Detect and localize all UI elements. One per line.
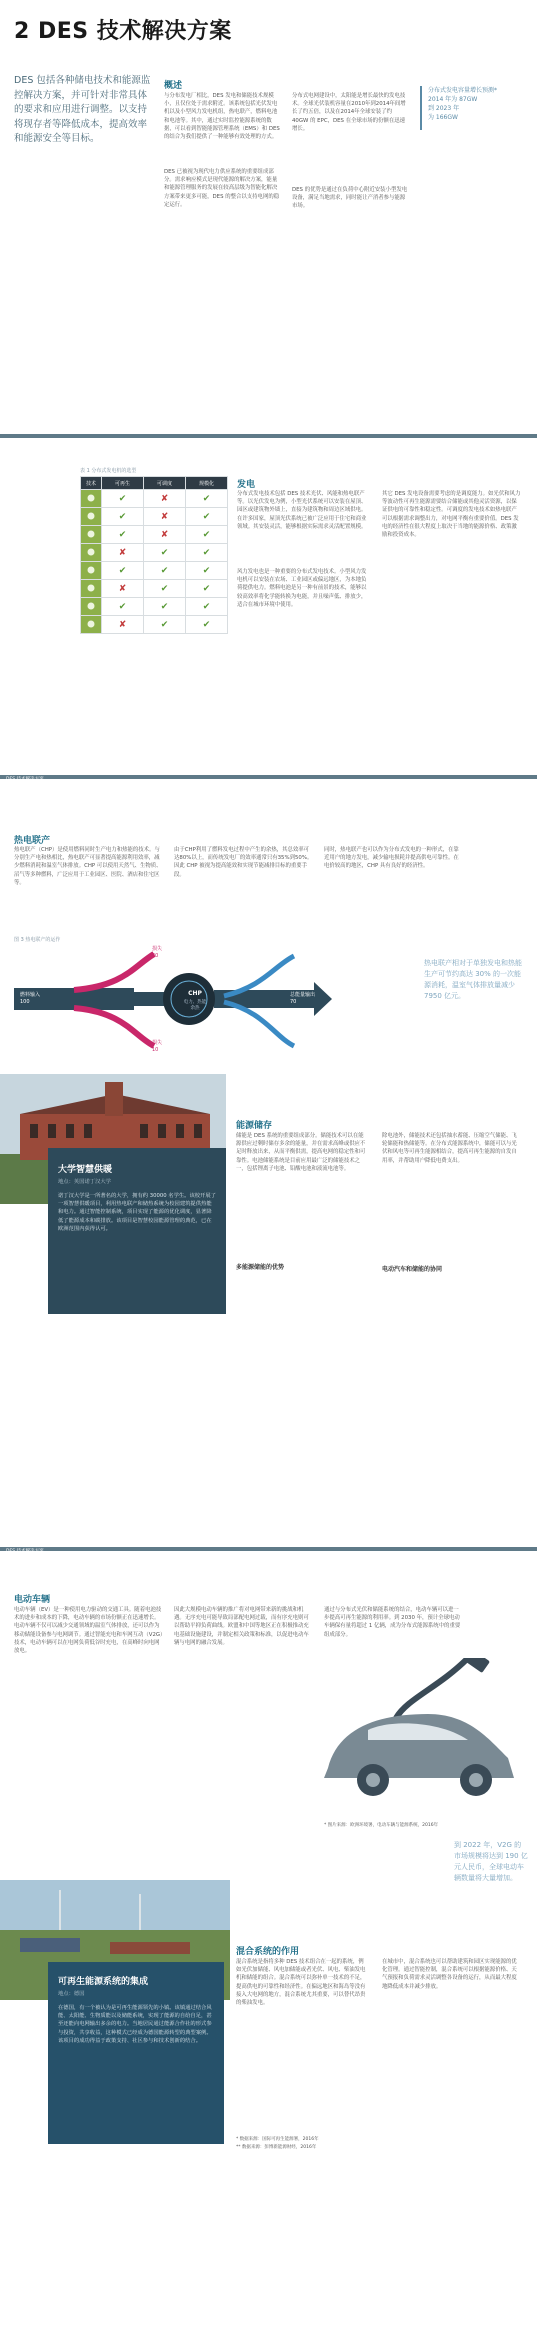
loss-flow: [74, 954, 154, 990]
hybrid-col2: 在城市中，混合系统也可以帮助建筑和园区实现能源的优化管理。通过智能控制，混合系统可以根据能源价格、天气预报和负荷需求灵活调整各设备的运行，从而最大程度地降低成本并减少排放。: [382, 1959, 517, 1990]
house-roof: [110, 1942, 190, 1954]
case-study-panel-2: [48, 1962, 224, 2144]
case-study-text: 诺丁汉大学是一所著名的大学，拥有约 30000 名学生。该校开展了一项智慧供暖项目，利用热电联产和储热系统为校园建筑提供热能和电力。通过智能控制系统，项目实现了能源的优化调度，显著降低了能源成本和碳排放。该项目是智慧校园能源管理的典范，已在欧洲范围内获得认可。: [58, 1193, 216, 1232]
technology-icon: [81, 526, 102, 544]
loss1-label: 损失 20: [152, 946, 163, 959]
table-cell: ✔: [186, 508, 228, 526]
case-study-2-location: 地点：德国: [58, 1991, 85, 1997]
technology-icon: [81, 580, 102, 598]
running-head: DES 技术解决方案: [6, 777, 44, 782]
table-cell: ✔: [144, 598, 186, 616]
table-row: [81, 490, 228, 508]
generation-title: 发电: [237, 480, 256, 490]
table-header-cell: 规模化: [186, 477, 228, 490]
generator-table: [80, 476, 228, 634]
table-cell: ✔: [186, 580, 228, 598]
storage-title: 能源储存: [236, 1121, 273, 1131]
input-label: 燃料输入 100: [20, 992, 41, 1005]
table-cell: ✘: [144, 490, 186, 508]
table-cell: ✔: [144, 616, 186, 634]
chp-col3: 同时，热电联产也可以作为分布式发电的一种形式，在靠近用户的地方发电，减少输电损耗并提高供电可靠性。在电价较高的地区，CHP 具有良好的经济性。: [324, 847, 459, 870]
technology-icon: [81, 562, 102, 580]
loss-flow: [74, 1008, 154, 1046]
overview-col3: 分布式电网建设中，太阳能是增长最快的发电技术。全球光伏装机容量在2010年到2014年间增长了约五倍，以及在2014年全球安装了约 40GW 的 EPC，DES 在全球市场的份额在迅速增长。: [292, 93, 406, 132]
technology-icon: [81, 508, 102, 526]
ev-title: 电动车辆: [14, 1595, 51, 1605]
table-cell: ✔: [102, 598, 144, 616]
ev-car-illustration: [318, 1658, 528, 1808]
table-cell: ✔: [102, 490, 144, 508]
clock-tower: [105, 1082, 123, 1116]
chp-center-sub: 电力、热能 余热: [183, 1000, 207, 1011]
table-cell: ✔: [144, 580, 186, 598]
overview-col1: 与分布发电厂相比，DES 发电和储能技术规模小，且仅位处于需求附近。该系统包括光伏发电机以及小型风力发电机组，热电联产，燃料电池和电池等。其中，通过实时监控能源系统的数据，可以看到智能能源管理系统（EMS）和 DES 的结合为我们提供了一种能够有效处理的方式。: [164, 93, 280, 141]
overview-col2: DES 已被视为现代电力供应系统的重要组成部分。需求响应模式是现代能源的解决方案，能量和能源管理服务的发展在较高层级为智能化解决方案带来更多可能，DES 的整合以支持电网的稳定运行。: [164, 169, 280, 208]
sidebox-rule: [420, 86, 422, 130]
technology-icon: [81, 616, 102, 634]
table-header-cell: 可再生: [102, 477, 144, 490]
case-study-location: 地点：英国诺丁汉大学: [58, 1179, 111, 1185]
capacity-sidebox: 分布式发电容量增长预测* 2014 年为 87GW 到 2023 年 为 166GW: [428, 87, 498, 121]
generation-col2: 风力发电也是一种重要的分布式发电技术。小型风力发电机可以安装在农场、工业园区或偏远地区，为本地负荷提供电力。燃料电池是另一种有前景的技术，能够以较高效率将化学能转换为电能，并且噪声低、排放少，适合在城市环境中使用。: [237, 569, 367, 608]
loss2-label: 损失 10: [152, 1040, 163, 1053]
table-cell: ✘: [144, 526, 186, 544]
table-title: 表 1 分布式发电机的选型: [80, 468, 137, 474]
footnotes: * 数据来源：国际可再生能源署，2016年 ** 数据来源：彭博新能源财经，2016年: [236, 2137, 319, 2151]
table-row: [81, 508, 228, 526]
ev-col1: 电动车辆（EV）是一种使用电力驱动的交通工具。随着电池技术的进步和成本的下降，电动车辆的市场份额正在迅速增长。电动车辆不仅可以减少交通领域的温室气体排放，还可以作为移动储能设备参与电网调节。通过智能充电和车网互动（V2G）技术，电动车辆可以在电网负荷低谷时充电，在高峰时向电网放电。: [14, 1607, 163, 1655]
ev-caption: * 图片来源：欧洲环境署，电动车辆与能源系统，2016年: [324, 1823, 439, 1828]
chp-quote: 热电联产相对于单独发电和热能生产可节约高达 30% 的一次能源消耗，温室气体排放量减少 7950 亿元。: [424, 959, 522, 1000]
overview-col4: DES 的优势是通过在负荷中心附近安装小型发电设备，满足当地需求，同时能让产消者参与能源市场。: [292, 187, 408, 210]
generation-col3: 其它 DES 发电设备需要考虑的是调度能力。如光伏和风力等波动性可再生能源需要结合储能或其他灵活资源，以保证供电的可靠性和稳定性。可调度的发电技术如热电联产可以根据需求调整出力，对电网平衡有重要价值。DES 发电的经济性在很大程度上取决于当地的能源价格、政策激励和投资成本。: [382, 491, 521, 539]
chp-title: 热电联产: [14, 836, 51, 846]
storage-col2: 除电池外，储能技术还包括抽水蓄能、压缩空气储能、飞轮储能和热储能等。在分布式能源系统中，储能可以与光伏和风电等可再生能源相结合，提高可再生能源的自发自用率，并帮助用户降低电费支出。: [382, 1133, 517, 1164]
table-cell: ✔: [144, 544, 186, 562]
table-cell: ✔: [186, 616, 228, 634]
table-cell: ✔: [186, 526, 228, 544]
case-study-panel: [48, 1148, 226, 1314]
table-cell: ✔: [186, 598, 228, 616]
table-cell: ✔: [186, 544, 228, 562]
technology-icon: [81, 598, 102, 616]
table-cell: ✔: [102, 562, 144, 580]
table-row: [81, 580, 228, 598]
table-cell: ✔: [186, 490, 228, 508]
generation-col1: 分布式发电技术包括 DES 技术光伏、风能和热电联产等。以光伏发电为例，小型光伏系统可以安装在屋顶、园区或建筑物外墙上，直接为建筑物和周边区域供电。在许多国家，屋顶光伏系统已被广泛应用于住宅和商业领域。其安装灵活，能够根据实际需求灵活配置规模。: [237, 491, 367, 530]
table-header-cell: 可调度: [144, 477, 186, 490]
case-study-2-text: 在德国，有一个被认为是可再生能源领先的小镇。该镇通过结合风能、太阳能、生物质能以及储能系统，实现了能源的自给自足，甚至还能向电网输出多余的电力。当地居民通过能源合作社的形式参与投资，共享收益，这种模式已经成为德国能源转型的典型案例。该项目的成功得益于政策支持、社区参与和技术创新的结合。: [58, 2005, 212, 2044]
table-cell: ✔: [102, 526, 144, 544]
sky: [0, 1880, 230, 1930]
ev-col2: 因此大规模电动车辆的推广将对电网带来新的挑战和机遇。无序充电可能导致局部配电网过载，而有序充电则可以帮助平抑负荷曲线。欧盟和中国等地区正在积极推动充电基础设施建设，并制定相关政策和标准，以促进电动车辆与电网的融合发展。: [174, 1607, 309, 1646]
input-flow: [134, 992, 164, 1006]
table-header-cell: 技术: [81, 477, 102, 490]
running-head: DES 技术解决方案: [6, 1549, 44, 1554]
table-cell: ✘: [102, 544, 144, 562]
chp-center-label: CHP: [188, 990, 202, 997]
hybrid-title: 混合系统的作用: [236, 1947, 300, 1957]
storage-col1: 储能是 DES 系统的重要组成部分。储能技术可以在能源供应过剩时储存多余的能量，并在需求高峰或供应不足时释放出来，从而平衡供需，提高电网的稳定性和可靠性。电池储能系统是目前应用最广泛的储能技术之一，包括锂离子电池、铅酸电池和液流电池等。: [236, 1133, 366, 1172]
table-cell: ✘: [102, 616, 144, 634]
solar-roof: [20, 1938, 80, 1952]
table-cell: ✔: [186, 562, 228, 580]
table-row: [81, 616, 228, 634]
table-cell: ✔: [144, 562, 186, 580]
section-divider: [0, 775, 537, 779]
ev-col3: 通过与分布式光伏和储能系统的结合，电动车辆可以进一步提高可再生能源的利用率。到 2030 年，预计全球电动车辆保有量将超过 1 亿辆，成为分布式能源系统中的重要组成部分。: [324, 1607, 461, 1638]
output-label: 总能量输出 70: [290, 992, 316, 1005]
chp-col1: 热电联产（CHP）是使用燃料同时生产电力和热能的技术。与分别生产电和热相比，热电联产可显著提高能源利用效率，减少燃料消耗和温室气体排放。CHP 可以使用天然气、生物质、沼气等多种燃料，广泛应用于工业园区、医院、酒店和住宅区等。: [14, 847, 162, 886]
chp-col2: 由于CHP利用了燃料发电过程中产生的余热，其总效率可达80%以上，而传统发电厂的效率通常只有35%到50%。因此 CHP 被视为提高能效和实现节能减排目标的重要手段。: [174, 847, 313, 878]
table-cell: ✘: [102, 580, 144, 598]
intro-paragraph: DES 包括各种储电技术和能源监控解决方案，并可针对非常具体的要求和应用进行调整。以支持将现存者等降低成本，提高效率和能源安全等目标。: [14, 75, 151, 144]
table-row: [81, 598, 228, 616]
charging-cable: [396, 1658, 468, 1718]
case-study-title: 大学智慧供暖: [58, 1165, 113, 1175]
table-row: [81, 526, 228, 544]
table-cell: ✘: [144, 508, 186, 526]
hybrid-col1: 混合系统是指将多种 DES 技术组合在一起的系统，例如光伏加储能、风电加储能或者光伏、风电、柴油发电机和储能的组合。混合系统可以弥补单一技术的不足，提高供电的可靠性和经济性。在偏远地区和海岛等没有接入大电网的地方，混合系统尤其重要，可以替代昂贵的柴油发电。: [236, 1959, 366, 2007]
charging-plug: [464, 1658, 490, 1673]
heat-flow: [224, 1002, 294, 1046]
technology-icon: [81, 490, 102, 508]
section-divider: [0, 434, 537, 438]
table-row: [81, 544, 228, 562]
table-row: [81, 562, 228, 580]
section-divider: [0, 1547, 537, 1551]
diagram-title: 图 3 热电联产的运作: [14, 937, 61, 943]
page-title: 2 DES 技术解决方案: [14, 19, 232, 44]
technology-icon: [81, 544, 102, 562]
storage-subheading-2: 电动汽车和储能的协同: [382, 1266, 443, 1273]
case-study-2-title: 可再生能源系统的集成: [58, 1977, 149, 1987]
table-cell: ✔: [102, 508, 144, 526]
overview-title: 概述: [164, 81, 183, 91]
storage-subheading: 多能源储能的优势: [236, 1264, 285, 1271]
ev-quote: 到 2022 年，V2G 的市场规模将达到 190 亿元人民币，全球电动车辆数量将大量增加。: [454, 1841, 528, 1882]
